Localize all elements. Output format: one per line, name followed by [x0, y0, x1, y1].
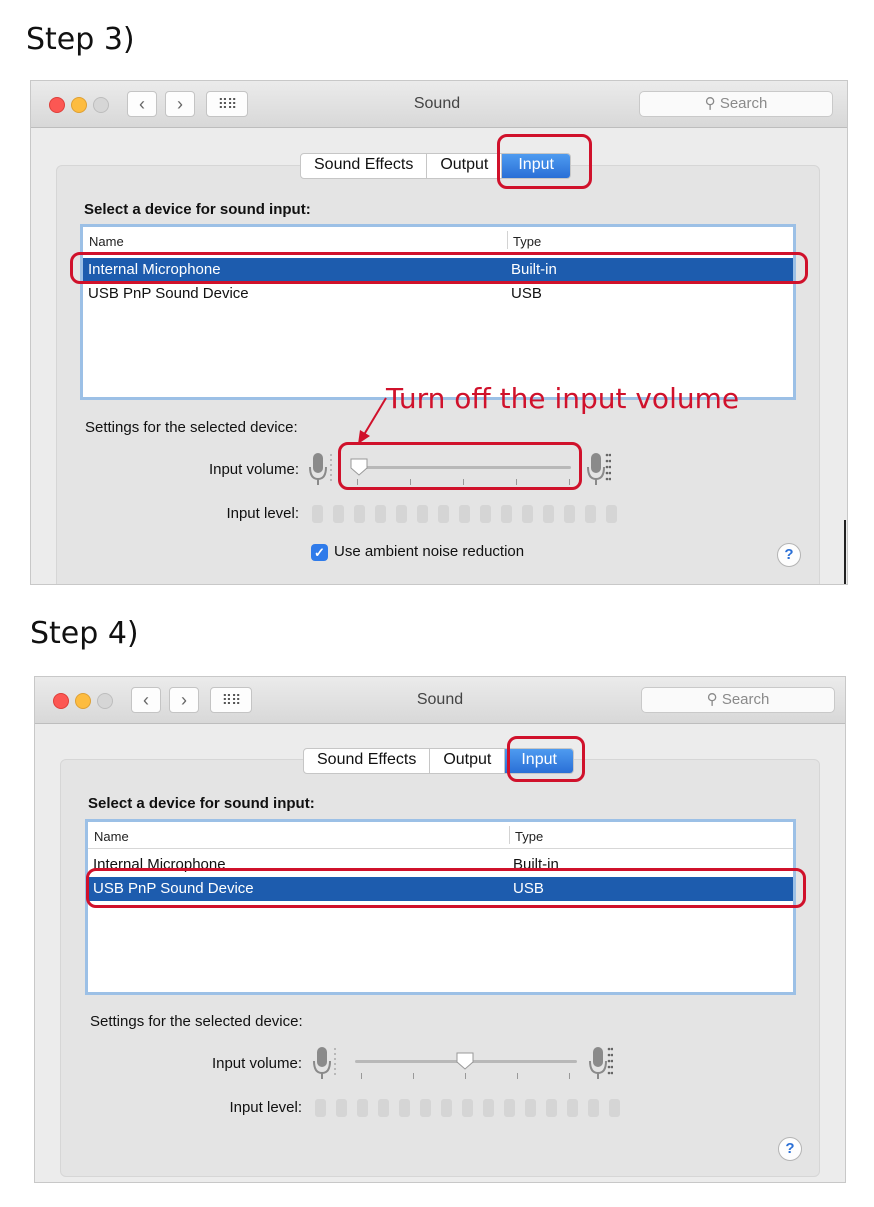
level-segment: [357, 1099, 368, 1117]
device-type: USB: [511, 285, 542, 302]
help-button[interactable]: ?: [777, 543, 801, 567]
slider-tick: [413, 1073, 414, 1079]
column-separator: [507, 231, 508, 249]
level-segment: [567, 1099, 578, 1117]
device-table: [80, 224, 796, 400]
column-name[interactable]: Name: [94, 829, 129, 844]
table-header: [83, 227, 793, 254]
tab-output[interactable]: Output: [430, 749, 505, 773]
device-type: Built-in: [511, 261, 557, 278]
step-3-title: Step 3): [26, 22, 135, 57]
zoom-button[interactable]: [97, 693, 113, 709]
table-row[interactable]: [83, 282, 793, 306]
title-bar: [31, 81, 847, 128]
device-type: USB: [513, 880, 544, 897]
search-icon: ⚲: [704, 95, 716, 112]
level-segment: [609, 1099, 620, 1117]
back-button[interactable]: ‹: [127, 91, 157, 117]
microphone-high-icon: [587, 451, 611, 487]
search-input[interactable]: [639, 91, 833, 117]
level-segment: [354, 505, 365, 523]
input-volume-label: Input volume:: [208, 461, 299, 478]
input-volume-label: Input volume:: [211, 1055, 302, 1072]
input-level-meter: [315, 1099, 620, 1117]
minimize-button[interactable]: [71, 97, 87, 113]
highlight-internal-microphone-row: [70, 252, 808, 284]
device-heading: Select a device for sound input:: [84, 201, 311, 218]
sound-window-step4: [34, 676, 846, 1183]
level-segment: [417, 505, 428, 523]
device-type: Built-in: [513, 856, 559, 873]
close-button[interactable]: [53, 693, 69, 709]
forward-button[interactable]: ›: [165, 91, 195, 117]
search-icon: ⚲: [706, 691, 718, 708]
level-segment: [378, 1099, 389, 1117]
input-level-label: Input level:: [226, 505, 299, 522]
page-divider: [844, 520, 846, 584]
highlight-input-tab: [507, 736, 585, 782]
show-all-grid-icon[interactable]: ⠿⠿: [206, 91, 248, 117]
level-segment: [522, 505, 533, 523]
show-all-grid-icon[interactable]: ⠿⠿: [210, 687, 252, 713]
device-name: Internal Microphone: [93, 856, 226, 873]
level-segment: [504, 1099, 515, 1117]
column-type[interactable]: Type: [515, 829, 544, 844]
device-heading: Select a device for sound input:: [88, 795, 315, 812]
title-bar: [35, 677, 845, 724]
level-segment: [336, 1099, 347, 1117]
highlight-volume-slider: [338, 442, 582, 490]
level-segment: [312, 505, 323, 523]
level-segment: [420, 1099, 431, 1117]
input-level-meter: [312, 505, 617, 523]
ambient-noise-checkbox[interactable]: ✓: [311, 544, 328, 561]
annotation-arrow-icon: [350, 392, 400, 448]
close-button[interactable]: [49, 97, 65, 113]
level-segment: [543, 505, 554, 523]
slider-tick: [465, 1073, 466, 1079]
back-button[interactable]: ‹: [131, 687, 161, 713]
slider-knob[interactable]: [455, 1051, 475, 1071]
settings-heading: Settings for the selected device:: [90, 1013, 303, 1030]
device-name: Internal Microphone: [88, 261, 221, 278]
minimize-button[interactable]: [75, 693, 91, 709]
microphone-low-icon: [313, 1045, 337, 1081]
settings-heading: Settings for the selected device:: [85, 419, 298, 436]
highlight-input-tab: [497, 134, 592, 189]
forward-button[interactable]: ›: [169, 687, 199, 713]
help-button[interactable]: ?: [778, 1137, 802, 1161]
tab-output[interactable]: Output: [427, 154, 502, 178]
level-segment: [438, 505, 449, 523]
tab-sound-effects[interactable]: Sound Effects: [301, 154, 427, 178]
level-segment: [546, 1099, 557, 1117]
window-title: Sound: [416, 691, 464, 708]
level-segment: [315, 1099, 326, 1117]
zoom-button[interactable]: [93, 97, 109, 113]
highlight-usb-device-row: [86, 868, 806, 908]
level-segment: [585, 505, 596, 523]
tab-sound-effects[interactable]: Sound Effects: [304, 749, 430, 773]
device-name: USB PnP Sound Device: [88, 285, 249, 302]
microphone-high-icon: [589, 1045, 613, 1081]
table-header: [88, 822, 793, 849]
level-segment: [462, 1099, 473, 1117]
level-segment: [525, 1099, 536, 1117]
slider-tick: [361, 1073, 362, 1079]
level-segment: [588, 1099, 599, 1117]
slider-tick: [517, 1073, 518, 1079]
level-segment: [375, 505, 386, 523]
column-separator: [509, 826, 510, 844]
level-segment: [399, 1099, 410, 1117]
input-level-label: Input level:: [229, 1099, 302, 1116]
window-title: Sound: [413, 95, 461, 112]
search-placeholder: Search: [719, 95, 768, 112]
column-type[interactable]: Type: [513, 234, 542, 249]
sound-window-step3: [30, 80, 848, 585]
level-segment: [501, 505, 512, 523]
microphone-low-icon: [309, 451, 333, 487]
step-4-title: Step 4): [30, 616, 139, 651]
level-segment: [459, 505, 470, 523]
search-placeholder: Search: [721, 691, 770, 708]
level-segment: [480, 505, 491, 523]
device-name: USB PnP Sound Device: [93, 880, 254, 897]
tab-input[interactable]: Input: [502, 154, 570, 178]
tab-input[interactable]: Input: [505, 749, 573, 773]
level-segment: [483, 1099, 494, 1117]
level-segment: [441, 1099, 452, 1117]
ambient-noise-label[interactable]: Use ambient noise reduction: [334, 543, 525, 560]
search-input[interactable]: [641, 687, 835, 713]
level-segment: [333, 505, 344, 523]
slider-tick: [569, 1073, 570, 1079]
level-segment: [564, 505, 575, 523]
level-segment: [396, 505, 407, 523]
column-name[interactable]: Name: [89, 234, 124, 249]
input-volume-slider[interactable]: [351, 1045, 581, 1081]
level-segment: [606, 505, 617, 523]
annotation-text: Turn off the input volume: [386, 382, 740, 415]
